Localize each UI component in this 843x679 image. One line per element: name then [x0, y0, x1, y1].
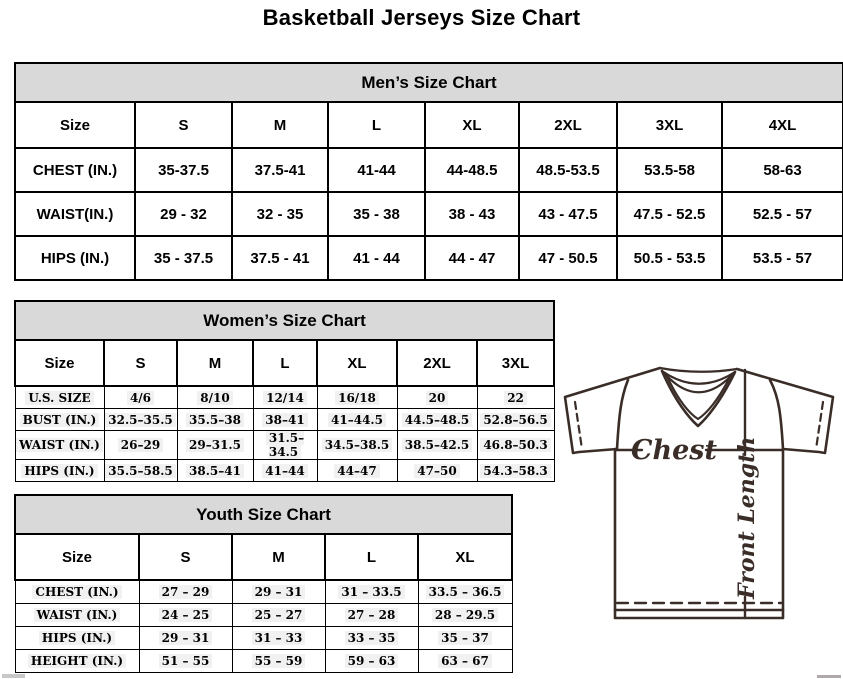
page-title: Basketball Jerseys Size Chart — [262, 5, 581, 30]
value-text: 38.5–41 — [186, 464, 244, 478]
value-text: 41–44 — [262, 464, 307, 478]
row-label-text: U.S. SIZE — [25, 391, 93, 405]
mens-value-cell: 35 - 38 — [328, 192, 425, 236]
table-row — [15, 192, 843, 236]
womens-value-cell — [177, 409, 253, 431]
youth-value-cell — [325, 604, 418, 627]
cropped-fragment — [2, 674, 25, 678]
mens-value-cell: 41 - 44 — [328, 236, 425, 280]
youth-value-cell — [139, 650, 232, 673]
table-row — [15, 409, 554, 431]
womens-col-header: 3XL — [477, 340, 554, 386]
value-text: 44.5–48.5 — [402, 413, 472, 427]
youth-value-cell — [418, 650, 512, 673]
womens-value-cell — [397, 386, 477, 409]
womens-value-cell — [253, 460, 317, 482]
womens-value-cell — [477, 431, 554, 460]
value-text: 35 – 37 — [438, 631, 492, 645]
value-text: 33 – 35 — [345, 631, 399, 645]
mens-col-header: XL — [425, 102, 519, 148]
youth-value-cell — [232, 604, 325, 627]
womens-col-header: Size — [15, 340, 104, 386]
value-text: 52.8–56.5 — [480, 413, 550, 427]
youth-value-cell — [418, 627, 512, 650]
mens-col-header: 4XL — [722, 102, 843, 148]
womens-value-cell — [104, 409, 177, 431]
value-text: 31 – 33 — [252, 631, 306, 645]
row-label-text: HIPS (IN.) — [39, 631, 115, 645]
cropped-fragment — [817, 675, 841, 678]
mens-value-cell: 44-48.5 — [425, 148, 519, 192]
womens-value-cell — [317, 460, 397, 482]
mens-value-cell: 37.5 - 41 — [232, 236, 328, 280]
mens-value-cell: 35-37.5 — [135, 148, 232, 192]
sleeve-cuff-dashed-line — [575, 402, 582, 449]
table-row — [15, 604, 512, 627]
youth-col-header: L — [325, 534, 418, 580]
mens-value-cell: 32 - 35 — [232, 192, 328, 236]
womens-col-header: 2XL — [397, 340, 477, 386]
mens-value-cell: 48.5-53.5 — [519, 148, 617, 192]
youth-value-cell — [232, 580, 325, 604]
womens-value-cell — [477, 386, 554, 409]
table-row — [15, 580, 512, 604]
table-row — [15, 650, 512, 673]
jersey-measurement-diagram — [557, 363, 843, 623]
table-row — [15, 148, 843, 192]
mens-value-cell: 52.5 - 57 — [722, 192, 843, 236]
row-label-text: HIPS (IN.) — [21, 464, 97, 478]
womens-row-label — [15, 460, 104, 482]
value-text: 28 – 29.5 — [432, 608, 498, 622]
youth-value-cell — [418, 604, 512, 627]
value-text: 38–41 — [262, 413, 307, 427]
youth-row-label — [15, 627, 139, 650]
youth-col-header: XL — [418, 534, 512, 580]
youth-row-label — [15, 650, 139, 673]
jersey-armhole-seam — [770, 380, 783, 449]
row-label-text: CHEST (IN.) — [32, 585, 121, 599]
mens-col-header: 2XL — [519, 102, 617, 148]
value-text: 29–31.5 — [186, 438, 244, 452]
mens-value-cell: 41-44 — [328, 148, 425, 192]
value-text: 38.5–42.5 — [402, 438, 472, 452]
womens-value-cell — [104, 386, 177, 409]
mens-value-cell: 37.5-41 — [232, 148, 328, 192]
womens-value-cell — [177, 386, 253, 409]
youth-value-cell — [139, 627, 232, 650]
mens-value-cell: 53.5 - 57 — [722, 236, 843, 280]
youth-col-header: Size — [15, 534, 139, 580]
womens-value-cell — [104, 460, 177, 482]
value-text: 24 – 25 — [159, 608, 213, 622]
value-text: 33.5 – 36.5 — [426, 585, 505, 599]
value-text: 47–50 — [414, 464, 459, 478]
value-text: 35.5–38 — [186, 413, 244, 427]
table-row — [15, 236, 843, 280]
mens-col-header: M — [232, 102, 328, 148]
value-text: 44–47 — [334, 464, 379, 478]
value-text: 35.5–58.5 — [105, 464, 175, 478]
value-text: 22 — [504, 391, 527, 405]
mens-value-cell: 35 - 37.5 — [135, 236, 232, 280]
value-text: 27 – 29 — [159, 585, 213, 599]
mens-value-cell: 47.5 - 52.5 — [617, 192, 722, 236]
womens-value-cell — [477, 460, 554, 482]
value-text: 51 – 55 — [159, 654, 213, 668]
youth-row-label — [15, 604, 139, 627]
value-text: 8/10 — [197, 391, 232, 405]
row-label-text: WAIST (IN.) — [34, 608, 121, 622]
mens-size-chart-table — [14, 62, 843, 281]
mens-row-label: WAIST(IN.) — [15, 192, 135, 236]
youth-value-cell — [418, 580, 512, 604]
chest-label: Chest — [631, 435, 717, 466]
table-row — [15, 534, 512, 580]
youth-value-cell — [325, 580, 418, 604]
value-text: 4/6 — [127, 391, 154, 405]
mens-value-cell: 50.5 - 53.5 — [617, 236, 722, 280]
youth-value-cell — [325, 627, 418, 650]
mens-table-title: Men’s Size Chart — [15, 63, 843, 102]
value-text: 41–44.5 — [328, 413, 386, 427]
womens-col-header: S — [104, 340, 177, 386]
value-text: 32.5–35.5 — [105, 413, 175, 427]
womens-value-cell — [253, 409, 317, 431]
mens-row-label: HIPS (IN.) — [15, 236, 135, 280]
row-label-text: WAIST (IN.) — [16, 438, 103, 452]
youth-row-label — [15, 580, 139, 604]
value-text: 34.5–38.5 — [322, 438, 392, 452]
mens-value-cell: 29 - 32 — [135, 192, 232, 236]
table-row — [15, 431, 554, 460]
value-text: 54.3–58.3 — [480, 464, 550, 478]
womens-value-cell — [477, 409, 554, 431]
mens-value-cell: 38 - 43 — [425, 192, 519, 236]
womens-col-header: XL — [317, 340, 397, 386]
value-text: 16/18 — [335, 391, 379, 405]
womens-value-cell — [317, 409, 397, 431]
value-text: 25 – 27 — [252, 608, 306, 622]
row-label-text: BUST (IN.) — [20, 413, 100, 427]
youth-value-cell — [325, 650, 418, 673]
mens-col-header: Size — [15, 102, 135, 148]
mens-value-cell: 58-63 — [722, 148, 843, 192]
value-text: 20 — [426, 391, 449, 405]
value-text: 31 – 33.5 — [338, 585, 404, 599]
jersey-armhole-seam — [617, 380, 628, 449]
mens-value-cell: 47 - 50.5 — [519, 236, 617, 280]
value-text: 29 – 31 — [159, 631, 213, 645]
womens-table-title: Women’s Size Chart — [15, 301, 554, 340]
table-row — [15, 102, 843, 148]
womens-size-chart-table — [14, 300, 555, 482]
youth-size-chart-table — [14, 494, 513, 673]
table-row — [15, 386, 554, 409]
mens-col-header: S — [135, 102, 232, 148]
value-text: 27 – 28 — [345, 608, 399, 622]
youth-value-cell — [232, 627, 325, 650]
table-row — [15, 460, 554, 482]
youth-col-header: M — [232, 534, 325, 580]
table-row — [15, 340, 554, 386]
youth-value-cell — [139, 604, 232, 627]
womens-col-header: M — [177, 340, 253, 386]
mens-col-header: 3XL — [617, 102, 722, 148]
value-text: 63 – 67 — [438, 654, 492, 668]
value-text: 46.8–50.3 — [480, 438, 550, 452]
womens-value-cell — [253, 386, 317, 409]
value-text: 12/14 — [263, 391, 307, 405]
womens-row-label — [15, 409, 104, 431]
womens-value-cell — [317, 386, 397, 409]
value-text: 59 – 63 — [345, 654, 399, 668]
mens-row-label: CHEST (IN.) — [15, 148, 135, 192]
mens-value-cell: 44 - 47 — [425, 236, 519, 280]
front-length-label: Front Length — [734, 436, 760, 599]
mens-value-cell: 43 - 47.5 — [519, 192, 617, 236]
collar-top-line — [660, 368, 737, 372]
youth-value-cell — [232, 650, 325, 673]
womens-value-cell — [177, 431, 253, 460]
value-text: 31.5–34.5 — [266, 431, 304, 459]
youth-table-title: Youth Size Chart — [15, 495, 512, 534]
womens-value-cell — [397, 409, 477, 431]
womens-row-label — [15, 431, 104, 460]
womens-value-cell — [104, 431, 177, 460]
value-text: 29 – 31 — [252, 585, 306, 599]
row-label-text: HEIGHT (IN.) — [28, 654, 126, 668]
youth-value-cell — [139, 580, 232, 604]
womens-value-cell — [253, 431, 317, 460]
table-row — [15, 627, 512, 650]
womens-value-cell — [177, 460, 253, 482]
womens-row-label — [15, 386, 104, 409]
womens-value-cell — [397, 431, 477, 460]
mens-col-header: L — [328, 102, 425, 148]
womens-value-cell — [397, 460, 477, 482]
mens-value-cell: 53.5-58 — [617, 148, 722, 192]
womens-value-cell — [317, 431, 397, 460]
sleeve-cuff-dashed-line — [816, 402, 823, 449]
youth-col-header: S — [139, 534, 232, 580]
womens-col-header: L — [253, 340, 317, 386]
value-text: 26–29 — [118, 438, 163, 452]
value-text: 55 – 59 — [252, 654, 306, 668]
